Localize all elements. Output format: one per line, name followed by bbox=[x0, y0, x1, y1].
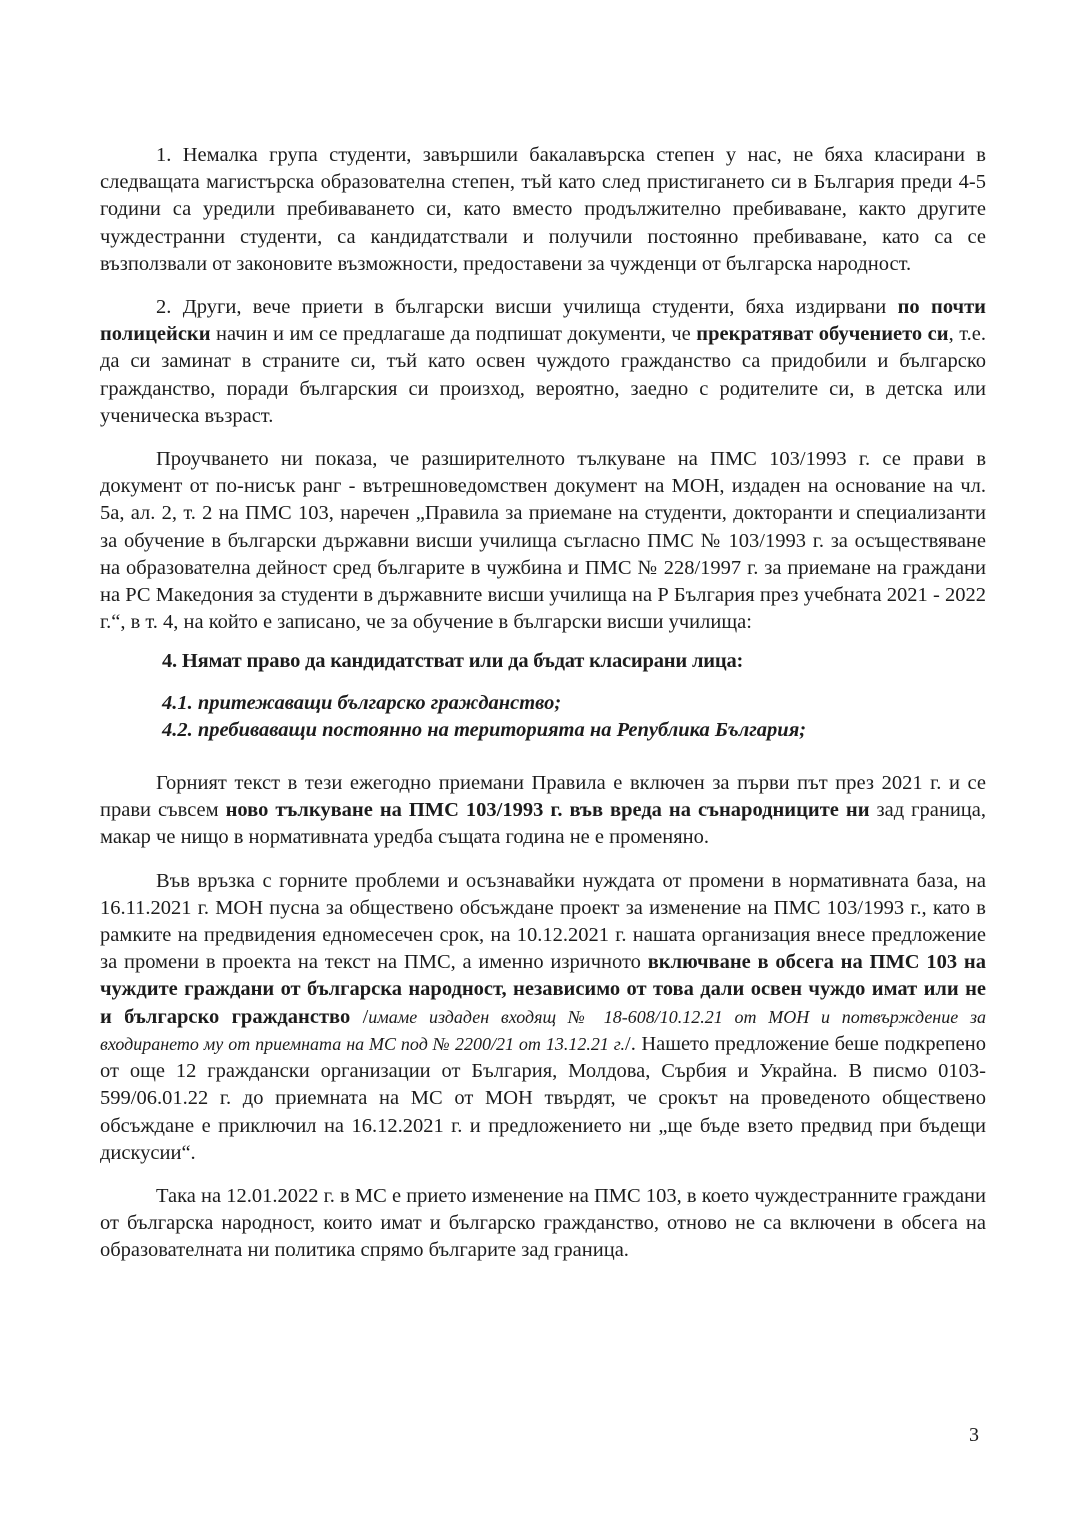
paragraph-5-text-c: /. Нашето предложение беше подкрепено от още 12 граждански организации от България, Молдова, Сърбия и Украйна. В писмо 0103-599/06.01.22 г. до приемната на МС от МОН твърдят, че срокът на проведеното обществено обсъждане е приключил на 16.12.2021 г. и предложението ни „ще бъде взето предвид при бъдещи дискусии“. bbox=[100, 1032, 986, 1164]
paragraph-5-text-a: Във връзка с горните проблеми и осъзнавайки нуждата от промени в нормативната база, на 16.11.2021 г. МОН пусна за обществено обсъждане проект за изменение на ПМС 103/1993 г., като в рамките на предвидения едномесечен срок, на 10.12.2021 г. нашата организация внесе предложение за промени в проекта на текст на ПМС, а именно изричното bbox=[100, 869, 986, 974]
page-number: 3 bbox=[969, 1424, 979, 1446]
quoted-rule-item: 4.1. притежаващи българско гражданство; bbox=[162, 691, 562, 714]
paragraph-2-text-b: начин и им се предлагаше да подпишат документи, че bbox=[210, 323, 697, 346]
paragraph-3: Проучването ни показа, че разширителното тълкуване на ПМС 103/1993 г. се прави в документ от по-нисък ранг - вътрешноведомствен документ на МОН, издаден на основание на чл. 5а, ал. 2, т. 2 на ПМС 103, наречен „Правила за приемане на студенти, докторанти и специализанти за обучение в български държавни висши училища съгласно ПМС № 103/1993 г. за осъществяване на образователна дейност сред българите в чужбина и ПМС № 228/1997 г. за приемане на граждани на РС Македония за студенти в държавните висши училища на Р България през учебната 2021 - 2022 г.“, в т. 4, на който е записано, че за обучение в български висши училища: bbox=[100, 448, 986, 634]
paragraph-4-bold: ново тълкуване на ПМС 103/1993 г. във вреда на сънародниците ни bbox=[225, 799, 870, 822]
paragraph-2-bold-a: по почти полицейски bbox=[100, 296, 986, 346]
paragraph-5-text-b: / bbox=[350, 1005, 369, 1028]
paragraph-6: Така на 12.01.2022 г. в МС е прието изменение на ПМС 103, в което чуждестранните граждани от българска народност, които имат и българско гражданство, отново не са включени в обсега на образователната ни политика спрямо българите зад граница. bbox=[100, 1184, 986, 1262]
paragraph-2-text-a: 2. Други, вече приети в български висши училища студенти, бяха издирвани bbox=[156, 296, 898, 319]
document-page bbox=[100, 142, 986, 1265]
paragraph-5 bbox=[100, 868, 986, 1167]
paragraph-4 bbox=[100, 770, 986, 852]
quoted-rule-item: 4.2. пребиваващи постоянно на територията на Република България; bbox=[162, 718, 807, 741]
quoted-rule-heading: 4. Нямат право да кандидатстват или да бъдат класирани лица: bbox=[162, 650, 744, 673]
paragraph-2-text-c: , т.е. да си заминат в страните си, тъй като освен чуждото гражданство са придобили и българско гражданство, поради българския си произход, вероятно, заедно с родителите си, в детска или ученическа възраст. bbox=[100, 323, 986, 427]
paragraph-5-bold: включване в обсега на ПМС 103 на чуждите граждани от българска народност, независимо от това дали освен чуждо имат или не и българско гражданство bbox=[100, 951, 986, 1028]
quoted-rule bbox=[100, 648, 986, 744]
paragraph-5-italic-note: имаме издаден входящ № 18-608/10.12.21 от МОН и потвърждение за входирането му от приемната на МС под № 2200/21 от 13.12.21 г. bbox=[100, 1006, 986, 1054]
paragraph-1: 1. Немалка група студенти, завършили бакалавърска степен у нас, не бяха класирани в следващата магистърска образователна степен, тъй като след пристигането си в България преди 4-5 години са уредили пребиваването си, като вместо продължително пребиваване, както другите чуждестранни студенти, са кандидатствали и получили постоянно пребиваване, като са се възползвали от законовите възможности, предоставени за чужденци от българска народност. bbox=[100, 144, 986, 275]
paragraph-4-text-a: Горният текст в тези ежегодно приемани Правила е включен за първи път през 2021 г. и се прави съвсем bbox=[100, 772, 986, 822]
paragraph-4-text-b: зад граница, макар че нищо в нормативната уредба същата година не е променяно. bbox=[100, 799, 986, 849]
paragraph-2 bbox=[100, 294, 986, 430]
paragraph-2-bold-b: прекратяват обучението си bbox=[696, 323, 949, 346]
